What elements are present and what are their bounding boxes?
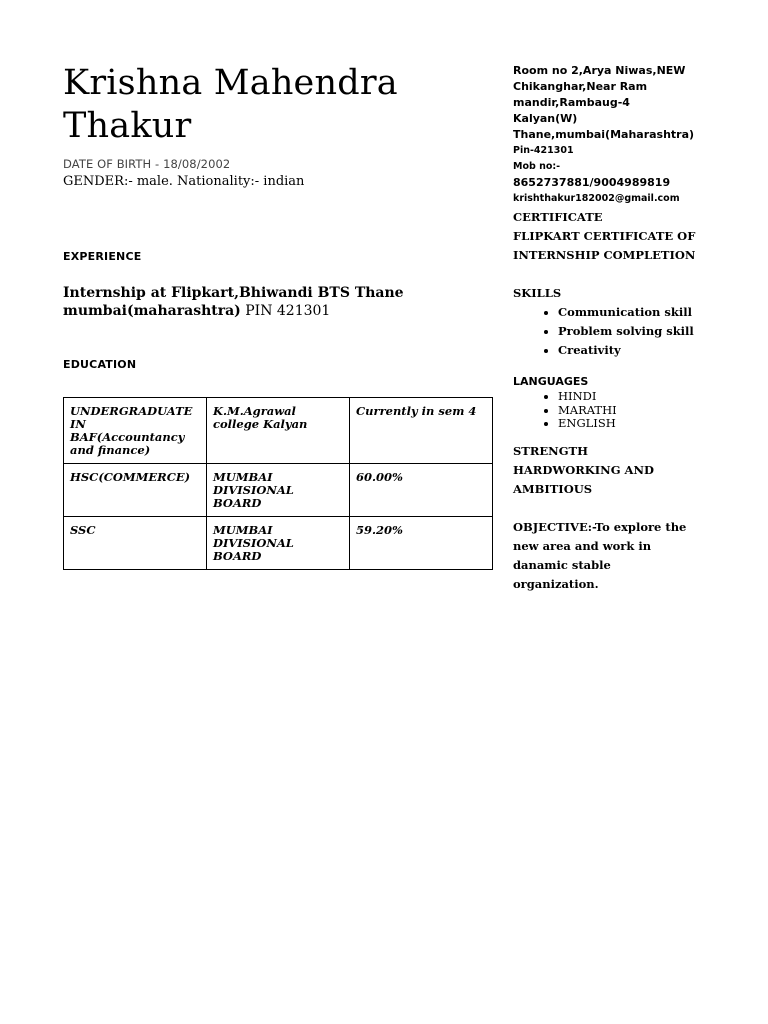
list-item: • HINDI xyxy=(558,390,617,404)
candidate-name: Krishna Mahendra Thakur xyxy=(63,63,398,146)
contact-block xyxy=(513,63,698,207)
list-item: • MARATHI xyxy=(558,404,617,418)
education-cell: K.M.Agrawal college Kalyan xyxy=(207,398,350,464)
education-cell: 60.00% xyxy=(350,464,493,517)
table-row xyxy=(64,517,493,570)
date-of-birth: DATE OF BIRTH - 18/08/2002 xyxy=(63,157,231,171)
table-row xyxy=(64,464,493,517)
list-item: • Communication skill xyxy=(558,303,694,322)
email: krishthakur182002@gmail.com xyxy=(513,193,680,204)
objective-text: OBJECTIVE:-To explore the new area and work in danamic stable organization. xyxy=(513,520,687,591)
pin-code: Pin-421301 xyxy=(513,145,574,156)
experience-company: Internship at Flipkart,Bhiwandi BTS Thane mumbai(maharashtra) xyxy=(63,285,404,319)
list-item: • ENGLISH xyxy=(558,417,617,431)
experience-pin: PIN 421301 xyxy=(240,303,331,319)
strength-block xyxy=(513,442,693,499)
gender-nationality: GENDER:- male. Nationality:- indian xyxy=(63,174,305,189)
experience-text xyxy=(63,284,423,320)
table-row xyxy=(64,398,493,464)
education-heading: EDUCATION xyxy=(63,358,137,371)
education-cell: MUMBAI DIVISIONAL BOARD xyxy=(207,517,350,570)
certificate-heading: CERTIFICATE xyxy=(513,210,603,224)
education-cell: MUMBAI DIVISIONAL BOARD xyxy=(207,464,350,517)
skills-heading: SKILLS xyxy=(513,286,562,300)
education-cell: 59.20% xyxy=(350,517,493,570)
skills-list xyxy=(513,303,694,360)
list-item: • Creativity xyxy=(558,341,694,360)
education-cell: HSC(COMMERCE) xyxy=(64,464,207,517)
strength-text: HARDWORKING AND AMBITIOUS xyxy=(513,463,654,496)
languages-list xyxy=(513,390,617,431)
languages-heading: LANGUAGES xyxy=(513,375,589,388)
education-cell: Currently in sem 4 xyxy=(350,398,493,464)
education-cell: UNDERGRADUATE IN BAF(Accountancy and finance) xyxy=(64,398,207,464)
mobile-number: 8652737881/9004989819 xyxy=(513,176,671,189)
education-table xyxy=(63,397,493,570)
experience-heading: EXPERIENCE xyxy=(63,250,142,263)
certificate-text: FLIPKART CERTIFICATE OF INTERNSHIP COMPLETION xyxy=(513,229,696,262)
education-cell: SSC xyxy=(64,517,207,570)
mobile-label: Mob no:- xyxy=(513,161,561,172)
list-item: • Problem solving skill xyxy=(558,322,694,341)
address: Room no 2,Arya Niwas,NEW Chikanghar,Near Ram mandir,Rambaug-4 Kalyan(W) Thane,mumbai(Maharashtra) xyxy=(513,64,695,141)
strength-heading: STRENGTH xyxy=(513,444,588,458)
